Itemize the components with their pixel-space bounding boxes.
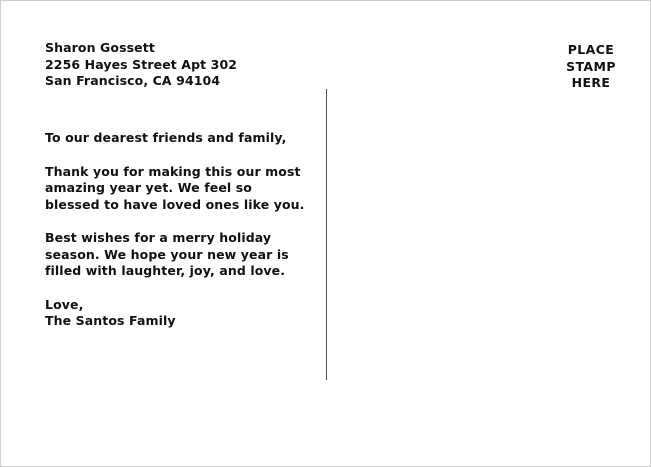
- message-body: [45, 130, 305, 330]
- message-line: amazing year yet. We feel so: [45, 180, 252, 195]
- message-greeting-paragraph: [45, 130, 305, 147]
- center-divider: [326, 89, 327, 380]
- stamp-text-line: PLACE: [567, 42, 615, 57]
- message-paragraph-2: [45, 230, 305, 280]
- sender-city-line: San Francisco, CA 94104: [45, 73, 221, 88]
- stamp-text-line: STAMP: [566, 58, 616, 74]
- sender-name: Sharon Gossett: [45, 40, 155, 55]
- sender-street: 2256 Hayes Street Apt 302: [45, 56, 238, 72]
- message-line: Best wishes for a merry holiday: [45, 230, 272, 245]
- message-signoff: [45, 297, 305, 330]
- stamp-text-line: HERE: [571, 75, 611, 90]
- message-line: filled with laughter, joy, and love.: [45, 263, 286, 278]
- message-greeting: To our dearest friends and family,: [45, 130, 287, 145]
- message-paragraph-1: [45, 164, 305, 214]
- message-closing: Love,: [45, 296, 84, 312]
- message-line: Thank you for making this our most: [45, 163, 301, 179]
- stamp-placeholder: [553, 42, 629, 92]
- message-signature: The Santos Family: [45, 313, 176, 328]
- sender-address: [45, 40, 237, 90]
- message-line: season. We hope your new year is: [45, 246, 289, 262]
- message-line: blessed to have loved ones like you.: [45, 196, 305, 212]
